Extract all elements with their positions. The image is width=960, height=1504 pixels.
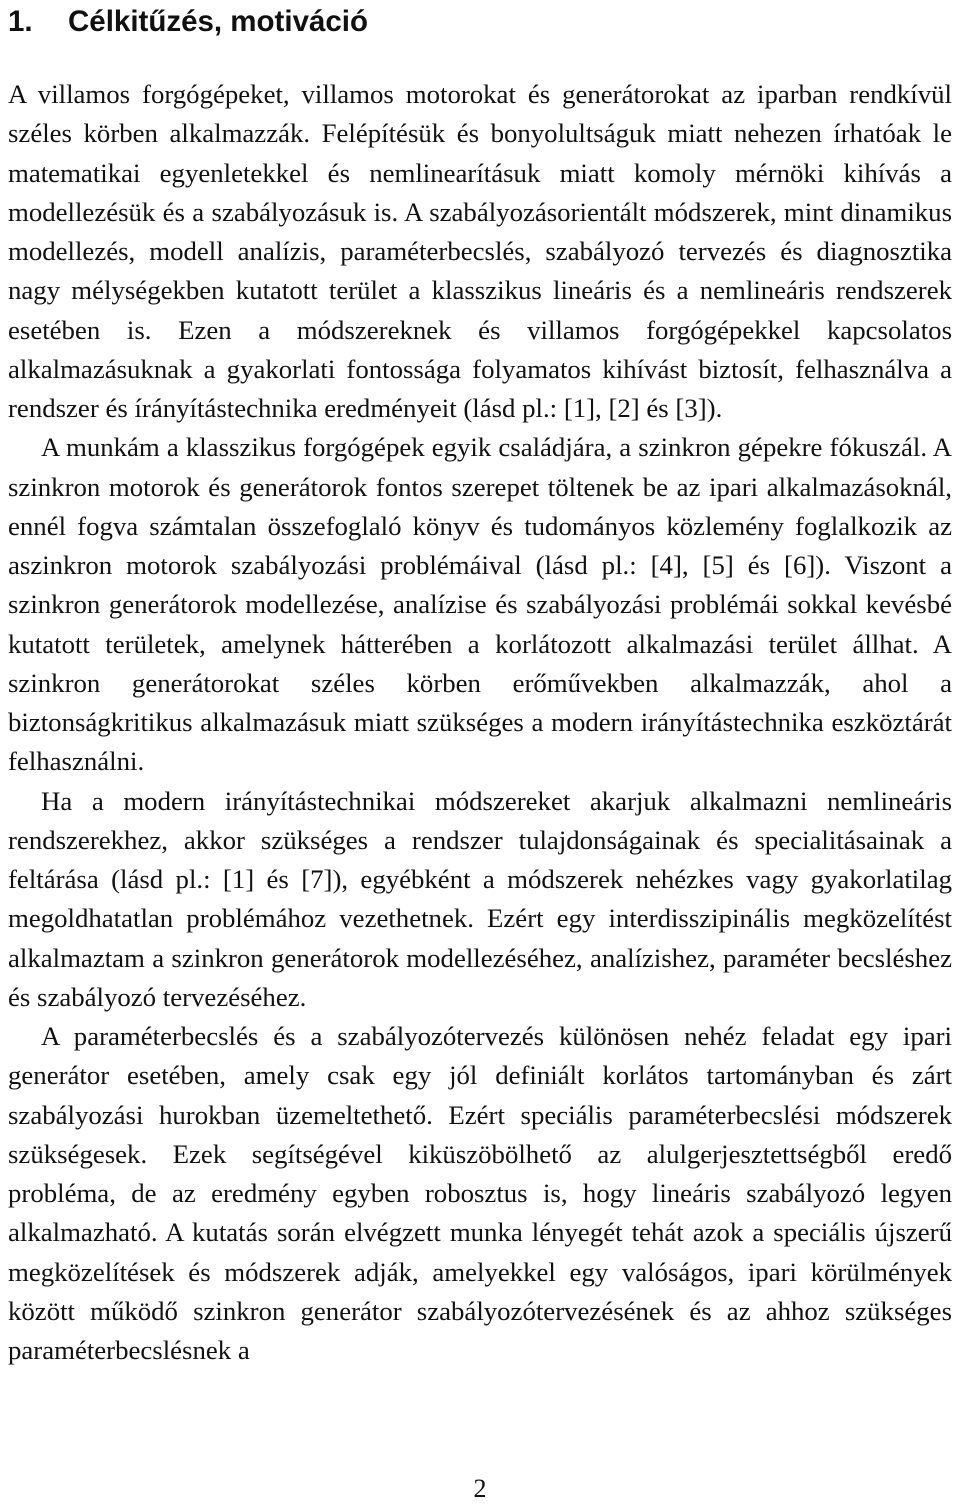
paragraph-1: A villamos forgógépeket, villamos motorokat és generátorokat az iparban rendkívül széles körben alkalmazzák. Felépítésük és bonyolultságuk miatt nehezen írhatóak le matematikai egyenletekkel és nemlinearításuk miatt komoly mérnöki kihívás a modellezésük és a szabályozásuk is. A szabályozásorientált módszerek, mint dinamikus modellezés, modell analízis, paraméterbecslés, szabályozó tervezés és diagnosztika nagy mélységekben kutatott terület a klasszikus lineáris és a nemlineáris rendszerek esetében is. Ezen a módszereknek és villamos forgógépekkel kapcsolatos alkalmazásuknak a gyakorlati fontossága folyamatos kihívást biztosít, felhasználva a rendszer és írányítástechnika eredményeit (lásd pl.: [1], [2] és [3]). [8,79,952,423]
paragraph-2: A munkám a klasszikus forgógépek egyik családjára, a szinkron gépekre fókuszál. A szinkron motorok és generátorok fontos szerepet töltenek be az ipari alkalmazásoknál, ennél fogva számtalan összefoglaló könyv és tudományos közlemény foglalkozik az aszinkron motorok szabályozási problémáival (lásd pl.: [4], [5] és [6]). Viszont a szinkron generátorok modellezése, analízise és szabályozási problémái sokkal kevésbé kutatott területek, amelynek hátterében a korlátozott alkalmazási terület állhat. A szinkron generátorokat széles körben erőművekben alkalmazzák, ahol a biztonságkritikus alkalmazásuk miatt szükséges a modern irányítástechnika eszköztárát felhasználni. [8,432,952,777]
section-title: Célkitűzés, motiváció [68,5,369,38]
document-page [8,0,952,1370]
paragraph-4: A paraméterbecslés és a szabályozótervezés különösen nehéz feladat egy ipari generátor esetében, amely csak egy jól definiált korlátos tartományban és zárt szabályozási hurokban üzemeltethető. Ezért speciális paraméterbecslési módszerek szükségesek. Ezek segítségével kiküszöbölhető az alulgerjesztettségből eredő probléma, de az eredmény egyben robosztus is, hogy lineáris szabályozó legyen alkalmazható. A kutatás során elvégzett munka lényegét tehát azok a speciális újszerű megközelítések és módszerek adják, amelyekkel egy valóságos, ipari körülmények között működő szinkron generátor szabályozótervezésének és az ahhoz szükséges paraméterbecslésnek a [8,1021,952,1365]
section-heading [8,0,952,42]
page-number: 2 [473,1474,487,1503]
body-text [8,75,952,1370]
section-number: 1. [8,5,33,38]
paragraph-3: Ha a modern irányítástechnikai módszereket akarjuk alkalmazni nemlineáris rendszerekhez, akkor szükséges a rendszer tulajdonságainak és specialitásainak a feltárása (lásd pl.: [1] és [7]), egyébként a módszerek nehézkes vagy gyakorlatilag megoldhatatlan problémához vezethetnek. Ezért egy interdisszipinális megközelítést alkalmaztam a szinkron generátorok modellezéséhez, analízishez, paraméter becsléshez és szabályozó tervezéséhez. [8,785,952,1012]
